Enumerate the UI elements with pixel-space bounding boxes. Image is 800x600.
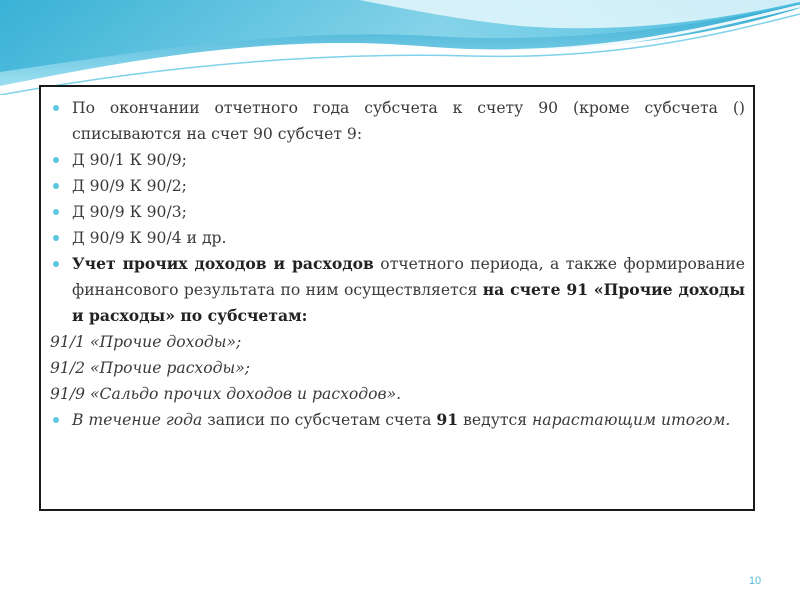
subaccount-line [50, 381, 745, 407]
bullet-item [50, 199, 745, 225]
content-frame [39, 85, 755, 511]
bullet-item [50, 147, 745, 173]
bullet-dot-icon [53, 417, 59, 423]
bullet-dot-icon [53, 157, 59, 163]
page-number: 10 [748, 575, 762, 587]
bullet-item [50, 95, 745, 147]
text-run: Д 90/9 К 90/3; [72, 203, 187, 221]
text-run: записи по субсчетам счета [202, 411, 437, 429]
bullet-dot-icon [53, 105, 59, 111]
bullet-dot-icon [53, 209, 59, 215]
text-run: отчетного периода, а также формирование финансового результата по ним осуществляется [72, 255, 745, 299]
text-run: Д 90/1 К 90/9; [72, 151, 187, 169]
text-run: на счете 91 «Прочие доходы и расходы» по субсчетам: [72, 280, 745, 325]
subaccount-line [50, 355, 745, 381]
subaccount-line [50, 329, 745, 355]
text-run: 91 [436, 410, 459, 429]
text-run: Д 90/9 К 90/2; [72, 177, 187, 195]
text-run: ведутся [458, 411, 533, 429]
text-run: Д 90/9 К 90/4 и др. [72, 229, 227, 247]
bullet-item [50, 251, 745, 329]
bullet-dot-icon [53, 183, 59, 189]
text-run: Учет прочих доходов и расходов [72, 254, 374, 273]
text-run: 91/2 «Прочие расходы»; [50, 359, 250, 377]
bullet-item [50, 225, 745, 251]
header-wave-decoration [0, 0, 800, 95]
text-run: нарастающим итогом. [532, 411, 731, 429]
bullet-dot-icon [53, 261, 59, 267]
text-run: 91/9 «Сальдо прочих доходов и расходов». [50, 385, 402, 403]
text-run: 91/1 «Прочие доходы»; [50, 333, 242, 351]
text-run: В течение года [72, 411, 203, 429]
text-run: По окончании отчетного года субсчета к счету 90 (кроме субсчета () списываются на счет 90 субсчет 9: [72, 99, 745, 143]
bullet-item [50, 173, 745, 199]
bullet-item [50, 407, 745, 433]
bullet-dot-icon [53, 235, 59, 241]
